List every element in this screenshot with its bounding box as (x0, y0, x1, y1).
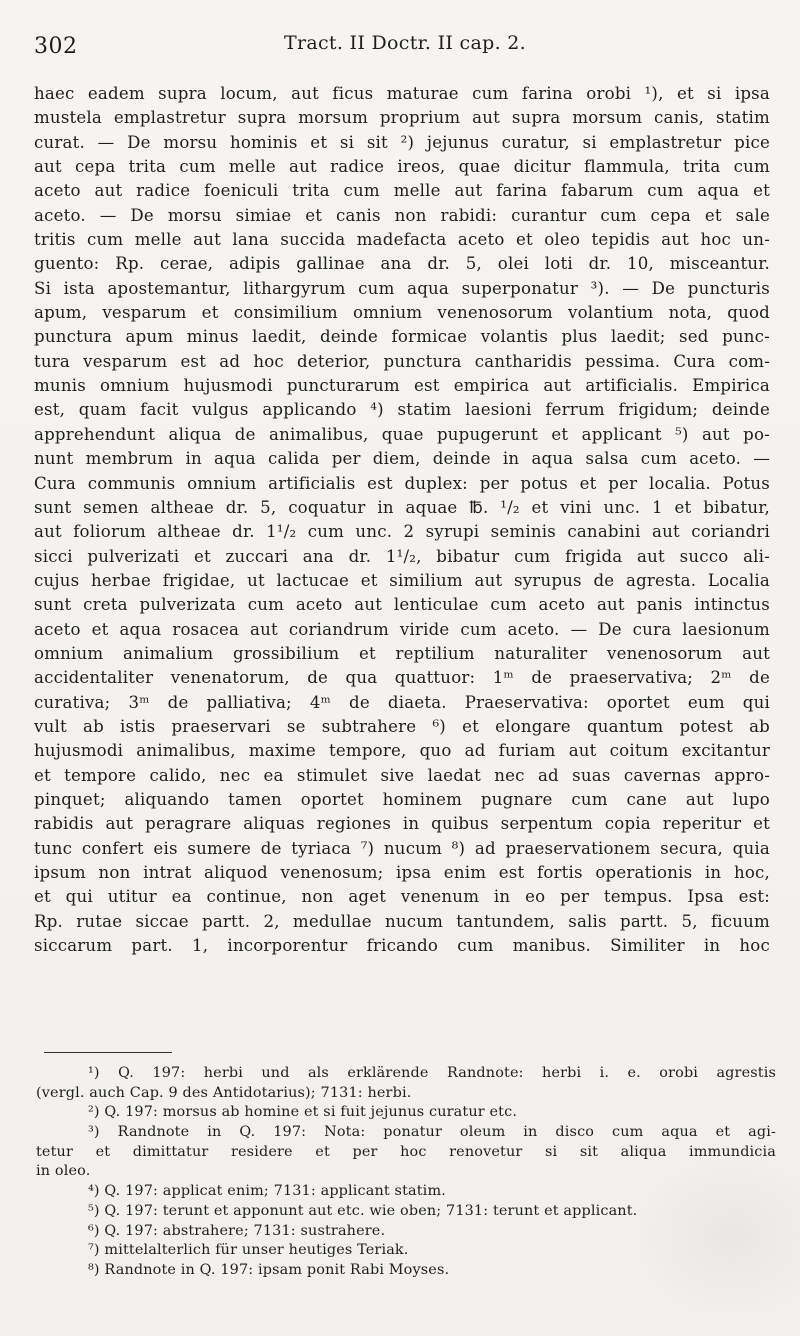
footnote-line: ⁴) Q. 197: applicat enim; 7131: applicant statim. (88, 1183, 446, 1200)
text-line: Si ista apostemantur, lithargyrum cum aqua superponatur ³). — De puncturis (34, 278, 770, 298)
footnote-line: ⁶) Q. 197: abstrahere; 7131: sustrahere. (88, 1222, 386, 1239)
running-head: Tract. II Doctr. II cap. 2. (284, 32, 527, 54)
footnote-line: tetur et dimittatur residere et per hoc renovetur si sit aliqua immundicia (36, 1143, 776, 1160)
text-line: apum, vesparum et consimilium omnium venenosorum volantium nota, quod (34, 303, 770, 323)
text-line: sunt creta pulverizata cum aceto aut lenticulae cum aceto aut panis intinctus (34, 595, 770, 615)
text-line: omnium animalium grossibilium et reptilium naturaliter venenosorum aut (34, 643, 770, 663)
footnote-line: ²) Q. 197: morsus ab homine et si fuit jejunus curatur etc. (88, 1104, 518, 1121)
footnote-line: ³) Randnote in Q. 197: Nota: ponatur oleum in disco cum aqua et agi- (88, 1124, 776, 1141)
footnote-line: (vergl. auch Cap. 9 des Antidotarius); 7131: herbi. (36, 1084, 412, 1101)
text-line: mustela emplastretur supra morsum proprium aut supra morsum canis, statim (34, 108, 770, 128)
text-line: ipsum non intrat aliquod venenosum; ipsa enim est fortis operationis in hoc, (34, 863, 770, 882)
text-line: tritis cum melle aut lana succida madefacta aceto et oleo tepidis aut hoc un- (34, 230, 770, 250)
text-line: haec eadem supra locum, aut ficus maturae cum farina orobi ¹), et si ipsa (34, 84, 770, 103)
text-line: aceto et aqua rosacea aut coriandrum viride cum aceto. — De cura laesionum (34, 619, 770, 639)
footnote-line: ⁷) mittelalterlich für unser heutiges Teriak. (88, 1242, 409, 1259)
text-line: siccarum part. 1, incorporentur fricando cum manibus. Similiter in hoc (34, 936, 770, 956)
text-line: tunc confert eis sumere de tyriaca ⁷) nucum ⁸) ad praeservationem secura, quia (34, 838, 770, 858)
text-line: curat. — De morsu hominis et si sit ²) jejunus curatur, si emplastretur pice (34, 132, 770, 152)
text-line: vult ab istis praeservari se subtrahere ⁶) et elongare quantum potest ab (34, 716, 770, 736)
text-line: sunt semen altheae dr. 5, coquatur in aquae ℔. ¹/₂ et vini unc. 1 et bibatur, (34, 497, 770, 517)
text-line: punctura apum minus laedit, deinde formicae volantis plus laedit; sed punc- (34, 327, 770, 347)
text-line: aut cepa trita cum melle aut radice ireos, quae dicitur flammula, trita cum (34, 157, 770, 177)
text-line: cujus herbae frigidae, ut lactucae et similium aut syrupus de agresta. Localia (34, 570, 770, 590)
text-line: aut foliorum altheae dr. 1¹/₂ cum unc. 2 syrupi seminis canabini aut coriandri (34, 522, 770, 542)
text-line: munis omnium hujusmodi puncturarum est empirica aut artificialis. Empirica (34, 376, 770, 396)
text-line: aceto aut radice foeniculi trita cum melle aut farina fabarum cum aqua et (34, 181, 770, 201)
footnote-line: ¹) Q. 197: herbi und als erklärende Randnote: herbi i. e. orobi agrestis (88, 1065, 776, 1081)
footnote-line: in oleo. (36, 1163, 91, 1180)
text-line: Rp. rutae siccae partt. 2, medullae nucum tantundem, salis partt. 5, ficuum (34, 911, 770, 931)
text-line: et qui utitur ea continue, non aget venenum in eo per tempus. Ipsa est: (34, 887, 770, 907)
footnote-separator (44, 1052, 172, 1053)
page-number: 302 (34, 34, 78, 59)
text-line: pinquet; aliquando tamen oportet hominem pugnare cum cane aut lupo (34, 789, 770, 809)
text-line: curativa; 3ᵐ de palliativa; 4ᵐ de diaeta. Praeservativa: oportet eum qui (34, 692, 770, 712)
text-line: et tempore calido, nec ea stimulet sive laedat nec ad suas cavernas appro- (34, 765, 770, 785)
footnote-line: ⁸) Randnote in Q. 197: ipsam ponit Rabi Moyses. (88, 1261, 450, 1278)
text-line: accidentaliter venenatorum, de qua quattuor: 1ᵐ de praeservativa; 2ᵐ de (34, 668, 770, 688)
text-line: est, quam facit vulgus applicando ⁴) statim laesioni ferrum frigidum; deinde (34, 400, 770, 420)
text-line: rabidis aut peragrare aliquas regiones in quibus serpentum copia reperitur et (34, 814, 770, 834)
text-line: apprehendunt aliqua de animalibus, quae pupugerunt et applicant ⁵) aut po- (34, 424, 770, 444)
text-line: aceto. — De morsu simiae et canis non rabidi: curantur cum cepa et sale (34, 205, 770, 225)
text-line: hujusmodi animalibus, maxime tempore, quo ad furiam aut coitum excitantur (34, 741, 770, 761)
page-header (34, 30, 774, 66)
text-line: Cura communis omnium artificialis est duplex: per potus et per localia. Potus (34, 473, 770, 493)
text-line: sicci pulverizati et zuccari ana dr. 1¹/₂, bibatur cum frigida aut succo ali- (34, 546, 770, 566)
text-line: nunt membrum in aqua calida per diem, deinde in aqua salsa cum aceto. — (34, 449, 770, 469)
page-smudge (630, 1150, 800, 1320)
footnote-line: ⁵) Q. 197: terunt et apponunt aut etc. wie oben; 7131: terunt et applicant. (88, 1202, 638, 1219)
text-line: guento: Rp. cerae, adipis gallinae ana dr. 5, olei loti dr. 10, misceantur. (34, 254, 770, 274)
text-line: tura vesparum est ad hoc deterior, punctura cantharidis pessima. Cura com- (34, 351, 770, 371)
main-text (34, 82, 770, 958)
